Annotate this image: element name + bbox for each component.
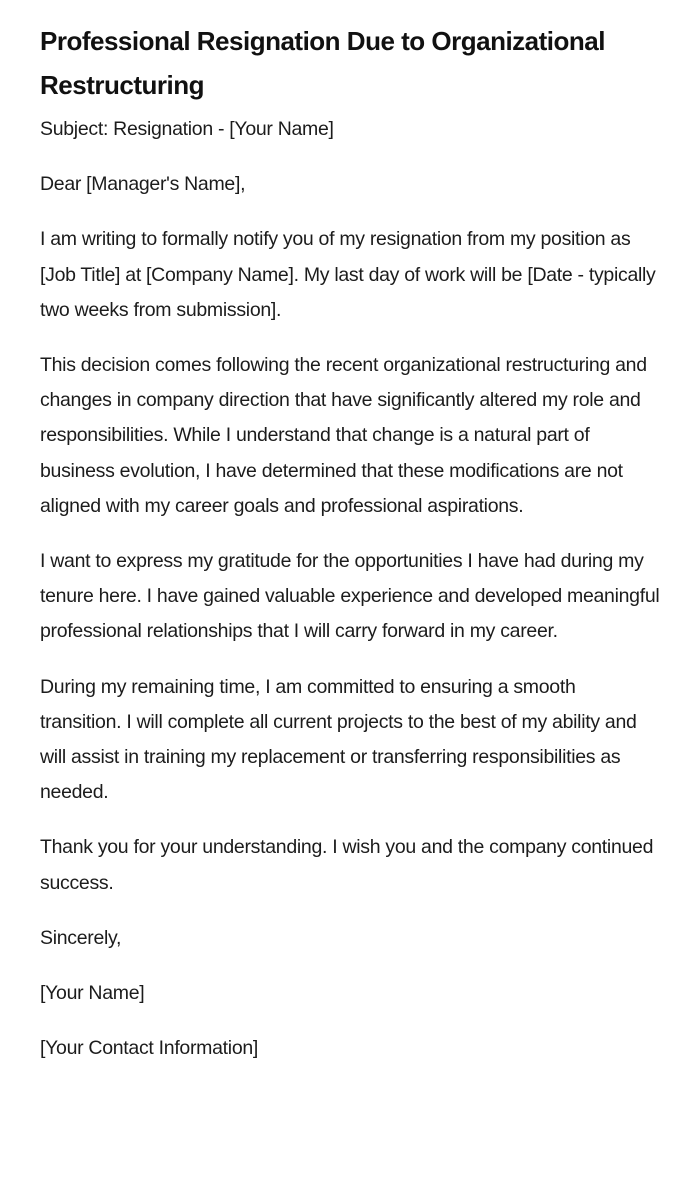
document-title: Professional Resignation Due to Organizational Restructuring — [40, 26, 605, 100]
paragraph-closing: Thank you for your understanding. I wish you and the company continued success. — [40, 836, 654, 894]
salutation: Dear [Manager's Name], — [40, 173, 246, 196]
paragraph-notice: I am writing to formally notify you of my resignation from my position as [Job Title] at [Company Name]. My last day of work will be [Date - typically two weeks from submission]. — [40, 228, 656, 321]
signature-name: [Your Name] — [40, 982, 145, 1005]
paragraph-reason: This decision comes following the recent organizational restructuring and changes in company direction that have significantly altered my role and responsibilities. While I understand that change is a natural part of business evolution, I have determined that these modifications are not aligned with my career goals and professional aspirations. — [40, 354, 647, 517]
paragraph-gratitude: I want to express my gratitude for the opportunities I have had during my tenure here. I have gained valuable experience and developed meaningful professional relationships that I will carry forward in my career. — [40, 550, 660, 643]
subject-line: Subject: Resignation - [Your Name] — [40, 118, 334, 140]
paragraph-transition: During my remaining time, I am committed to ensuring a smooth transition. I will complete all current projects to the best of my ability and will assist in training my replacement or transferring responsibilities as needed. — [40, 675, 637, 804]
sign-off: Sincerely, — [40, 926, 122, 949]
signature-contact: [Your Contact Information] — [40, 1037, 259, 1060]
